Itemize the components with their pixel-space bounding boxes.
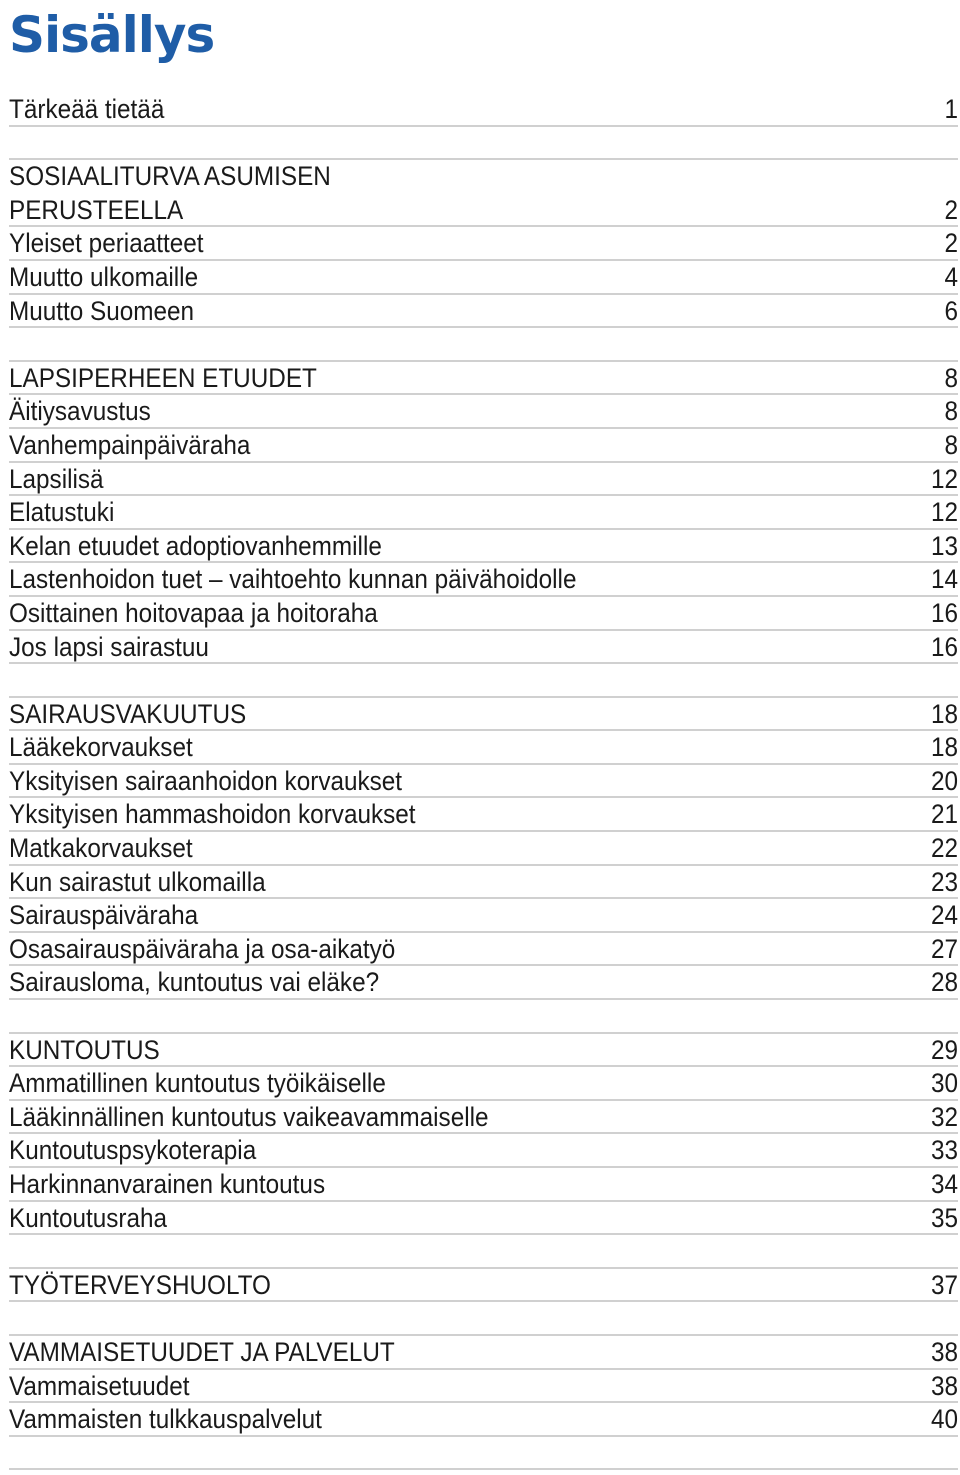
toc-entry-label: Yksityisen hammashoidon korvaukset bbox=[9, 799, 416, 830]
toc-entry-page-number: 4 bbox=[944, 261, 958, 292]
toc-entry-page-number: 28 bbox=[930, 967, 958, 998]
toc-entry[interactable] bbox=[9, 1101, 958, 1135]
toc-entry[interactable] bbox=[9, 631, 958, 665]
toc-entry[interactable] bbox=[9, 698, 958, 732]
toc-entry-page-number: 16 bbox=[930, 597, 958, 628]
toc-entry-label: Jos lapsi sairastuu bbox=[9, 631, 209, 662]
toc-entry[interactable] bbox=[9, 93, 958, 127]
toc-entry-page-number: 33 bbox=[930, 1135, 958, 1166]
toc-entry-label: PERUSTEELLA bbox=[9, 194, 184, 225]
toc-entry[interactable] bbox=[9, 731, 958, 765]
toc-entry-page-number: 14 bbox=[930, 564, 958, 595]
toc-entry-page-number: 6 bbox=[944, 295, 958, 326]
toc-entry[interactable] bbox=[9, 261, 958, 295]
toc-entry[interactable] bbox=[9, 1034, 958, 1068]
toc-entry[interactable] bbox=[9, 798, 958, 832]
toc-entry-label: Vanhempainpäiväraha bbox=[9, 429, 251, 460]
toc-entry[interactable] bbox=[9, 1168, 958, 1202]
toc-entry-page-number: 8 bbox=[944, 362, 958, 393]
toc-entry[interactable] bbox=[9, 194, 958, 228]
toc-entry-label: SOSIAALITURVA ASUMISEN bbox=[9, 161, 331, 192]
toc-entry-page-number: 12 bbox=[930, 497, 958, 528]
toc-entry-label: Muutto Suomeen bbox=[9, 295, 195, 326]
page-title: Sisällys bbox=[9, 6, 215, 64]
toc-entry-label: Vammaisetuudet bbox=[9, 1370, 190, 1401]
toc-entry-label: Kuntoutusraha bbox=[9, 1202, 168, 1233]
toc-entry[interactable] bbox=[9, 362, 958, 396]
toc-entry[interactable] bbox=[9, 463, 958, 497]
toc-entry-label: Lapsilisä bbox=[9, 463, 104, 494]
toc-entry-label: Äitiysavustus bbox=[9, 396, 151, 427]
table-of-contents bbox=[9, 93, 958, 1470]
toc-entry-page-number: 18 bbox=[930, 732, 958, 763]
toc-entry-page-number: 8 bbox=[944, 396, 958, 427]
toc-entry-label: Elatustuki bbox=[9, 497, 115, 528]
toc-entry[interactable] bbox=[9, 1202, 958, 1236]
toc-entry[interactable] bbox=[9, 227, 958, 261]
section-divider bbox=[9, 127, 958, 161]
toc-entry-label: LAPSIPERHEEN ETUUDET bbox=[9, 362, 317, 393]
toc-entry-page-number: 2 bbox=[944, 228, 958, 259]
toc-entry-page-number: 29 bbox=[930, 1034, 958, 1065]
toc-entry-label: SAIRAUSVAKUUTUS bbox=[9, 698, 247, 729]
toc-entry[interactable] bbox=[9, 1403, 958, 1437]
section-divider bbox=[9, 1302, 958, 1336]
toc-entry[interactable] bbox=[9, 395, 958, 429]
section-divider bbox=[9, 1235, 958, 1269]
toc-entry[interactable] bbox=[9, 1134, 958, 1168]
toc-entry-label: Sairausloma, kuntoutus vai eläke? bbox=[9, 967, 380, 998]
section-divider bbox=[9, 1000, 958, 1034]
toc-entry-label: Vammaisten tulkkauspalvelut bbox=[9, 1404, 322, 1435]
toc-entry[interactable] bbox=[9, 933, 958, 967]
toc-entry-page-number: 32 bbox=[930, 1101, 958, 1132]
toc-entry-page-number: 27 bbox=[930, 933, 958, 964]
toc-entry-label: Lääkekorvaukset bbox=[9, 732, 193, 763]
toc-entry[interactable] bbox=[9, 765, 958, 799]
toc-entry[interactable] bbox=[9, 160, 958, 194]
toc-entry-page-number: 34 bbox=[930, 1169, 958, 1199]
toc-entry-label: Tärkeää tietää bbox=[9, 94, 165, 124]
toc-entry[interactable] bbox=[9, 1336, 958, 1370]
toc-entry-label: Muutto ulkomaille bbox=[9, 261, 199, 292]
toc-entry-label: Yleiset periaatteet bbox=[9, 228, 204, 259]
toc-entry[interactable] bbox=[9, 597, 958, 631]
toc-entry-label: Sairauspäiväraha bbox=[9, 900, 199, 931]
toc-entry-label: VAMMAISETUUDET JA PALVELUT bbox=[9, 1336, 395, 1367]
toc-entry-label: Osasairauspäiväraha ja osa-aikatyö bbox=[9, 933, 396, 964]
toc-entry-label: Matkakorvaukset bbox=[9, 833, 193, 864]
section-divider bbox=[9, 664, 958, 698]
toc-entry[interactable] bbox=[9, 1067, 958, 1101]
toc-entry-page-number: 24 bbox=[930, 900, 958, 931]
toc-entry[interactable] bbox=[9, 530, 958, 564]
toc-entry[interactable] bbox=[9, 563, 958, 597]
toc-entry-page-number: 22 bbox=[930, 833, 958, 864]
section-divider bbox=[9, 1437, 958, 1471]
toc-entry[interactable] bbox=[9, 1370, 958, 1404]
toc-entry-label: Lääkinnällinen kuntoutus vaikeavammaiselle bbox=[9, 1101, 489, 1132]
toc-entry-label: KUNTOUTUS bbox=[9, 1034, 160, 1065]
toc-entry-page-number: 38 bbox=[930, 1336, 958, 1367]
toc-entry[interactable] bbox=[9, 866, 958, 900]
toc-entry-page-number: 38 bbox=[930, 1370, 958, 1401]
toc-entry-label: Lastenhoidon tuet – vaihtoehto kunnan päivähoidolle bbox=[9, 564, 577, 595]
toc-entry[interactable] bbox=[9, 429, 958, 463]
toc-entry-page-number: 37 bbox=[930, 1269, 958, 1300]
toc-entry-label: Kun sairastut ulkomailla bbox=[9, 866, 266, 897]
toc-entry-label: TYÖTERVEYSHUOLTO bbox=[9, 1269, 271, 1300]
toc-entry[interactable] bbox=[9, 832, 958, 866]
toc-entry[interactable] bbox=[9, 966, 958, 1000]
toc-entry-label: Harkinnanvarainen kuntoutus bbox=[9, 1169, 326, 1199]
toc-entry-page-number: 12 bbox=[930, 463, 958, 494]
toc-entry-page-number: 23 bbox=[930, 866, 958, 897]
toc-entry[interactable] bbox=[9, 1269, 958, 1303]
toc-entry-page-number: 20 bbox=[930, 765, 958, 796]
toc-entry[interactable] bbox=[9, 295, 958, 329]
toc-entry-page-number: 16 bbox=[930, 631, 958, 662]
toc-entry-page-number: 21 bbox=[930, 799, 958, 830]
toc-entry-page-number: 1 bbox=[944, 94, 958, 124]
toc-entry-label: Kelan etuudet adoptiovanhemmille bbox=[9, 530, 382, 561]
section-divider bbox=[9, 328, 958, 362]
toc-entry-page-number: 35 bbox=[930, 1202, 958, 1233]
toc-entry-page-number: 30 bbox=[930, 1068, 958, 1099]
toc-entry[interactable] bbox=[9, 496, 958, 530]
toc-entry[interactable] bbox=[9, 899, 958, 933]
toc-entry-page-number: 8 bbox=[944, 429, 958, 460]
toc-entry-label: Yksityisen sairaanhoidon korvaukset bbox=[9, 765, 403, 796]
toc-entry-page-number: 2 bbox=[944, 194, 958, 225]
toc-entry-label: Ammatillinen kuntoutus työikäiselle bbox=[9, 1068, 386, 1099]
toc-entry-page-number: 18 bbox=[930, 698, 958, 729]
toc-entry-page-number: 13 bbox=[930, 530, 958, 561]
toc-entry-label: Kuntoutuspsykoterapia bbox=[9, 1135, 257, 1166]
toc-entry-label: Osittainen hoitovapaa ja hoitoraha bbox=[9, 597, 378, 628]
toc-entry-page-number: 40 bbox=[930, 1404, 958, 1435]
